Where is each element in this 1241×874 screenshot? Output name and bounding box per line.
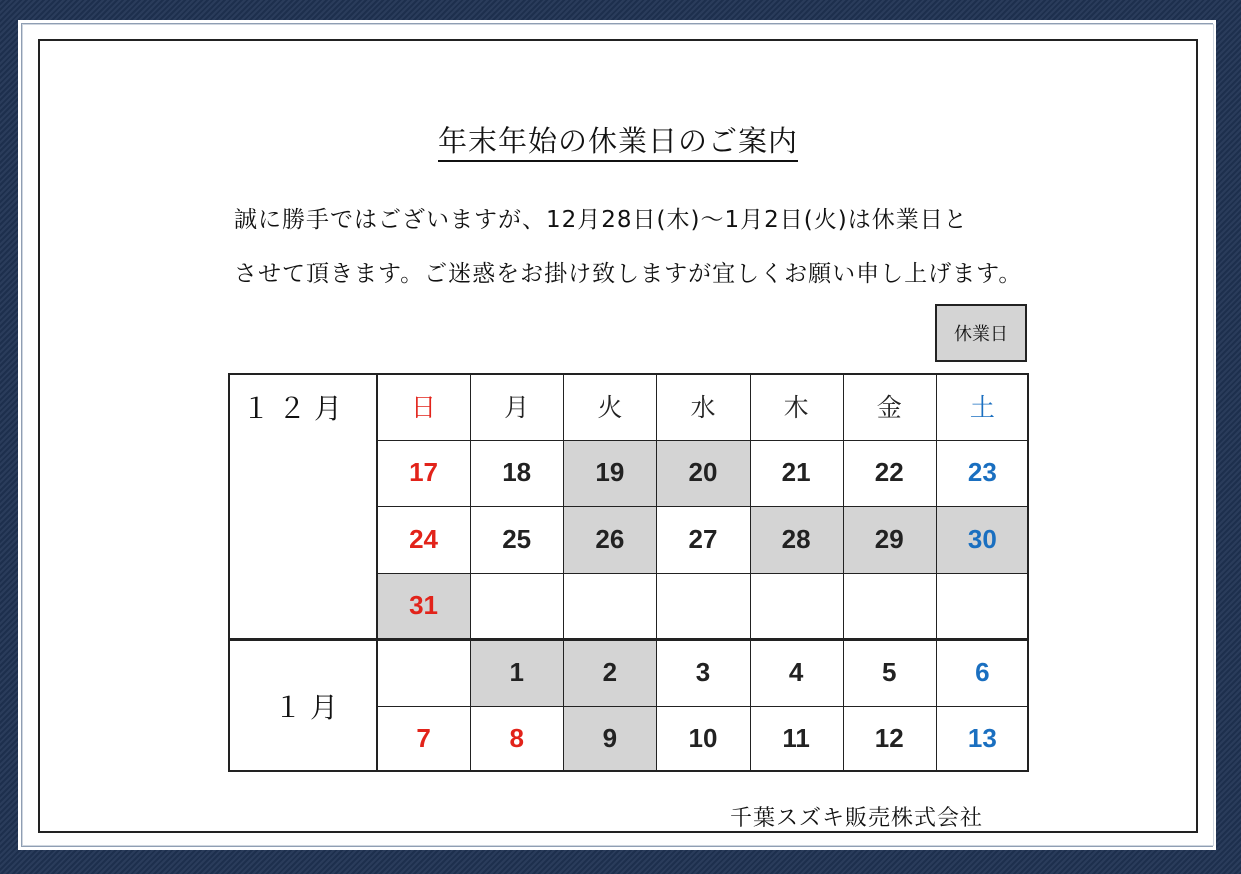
weekday-header-3: 水 — [690, 393, 716, 423]
day-cell: 27 — [688, 523, 718, 554]
weekday-header-4: 木 — [783, 393, 809, 423]
month-divider — [228, 638, 1029, 641]
weekday-header-5: 金 — [876, 393, 902, 423]
day-cell: 12 — [874, 723, 904, 754]
day-cell — [563, 573, 656, 640]
day-cell: 4 — [788, 656, 804, 687]
day-cell: 18 — [502, 457, 532, 488]
day-cell: 24 — [409, 523, 439, 554]
grid-border — [228, 770, 1029, 772]
notice-title — [40, 119, 1196, 160]
weekday-header-6: 土 — [969, 393, 995, 423]
day-cell: 30 — [936, 506, 1029, 573]
day-cell: 29 — [843, 506, 936, 573]
notice-border — [38, 39, 1198, 833]
day-cell: 2 — [563, 639, 656, 706]
day-cell: 23 — [967, 457, 997, 488]
grid-border — [228, 373, 1029, 375]
company-name: 千葉スズキ販売株式会社 — [730, 806, 984, 831]
day-cell: 5 — [882, 656, 897, 687]
day-cell — [656, 573, 749, 640]
day-cell: 28 — [750, 506, 843, 573]
message-line-1: 誠に勝手ではございますが、12月28日(木)〜1月2日(火)は休業日と — [234, 207, 968, 233]
day-cell: 19 — [563, 440, 656, 507]
day-cell: 22 — [874, 457, 904, 488]
weekday-header-0: 日 — [411, 393, 437, 423]
grid-line — [377, 440, 1029, 441]
message-line-2: させて頂きます。ご迷惑をお掛け致しますが宜しくお願い申し上げます。 — [234, 261, 1023, 287]
weekday-header-1: 月 — [504, 393, 530, 423]
day-cell: 3 — [695, 656, 711, 687]
day-cell: 7 — [416, 723, 431, 754]
day-cell: 26 — [563, 506, 656, 573]
day-cell: 9 — [563, 706, 656, 773]
day-cell: 17 — [409, 457, 439, 488]
grid-line — [377, 573, 1029, 574]
holiday-calendar — [228, 373, 1029, 772]
day-cell: 13 — [967, 723, 997, 754]
day-cell — [377, 639, 470, 706]
day-cell: 21 — [781, 457, 811, 488]
weekday-header-2: 火 — [597, 393, 623, 423]
day-cell — [470, 573, 563, 640]
closed-day-legend: 休業日 — [935, 304, 1027, 362]
day-cell: 10 — [688, 723, 718, 754]
notice-title-text: 年末年始の休業日のご案内 — [438, 124, 798, 162]
month-label-january: １月 — [274, 690, 347, 724]
day-cell: 6 — [975, 656, 990, 687]
day-cell: 1 — [470, 639, 563, 706]
day-cell — [936, 573, 1029, 640]
day-cell — [843, 573, 936, 640]
grid-line — [377, 506, 1029, 507]
grid-border — [228, 373, 230, 772]
day-cell: 31 — [377, 573, 470, 640]
notice-paper — [22, 24, 1214, 846]
day-cell: 8 — [509, 723, 524, 754]
grid-line — [377, 706, 1029, 707]
day-cell — [750, 573, 843, 640]
day-cell: 11 — [782, 723, 810, 754]
month-label-december: １２月 — [242, 392, 351, 425]
day-cell: 25 — [502, 523, 532, 554]
day-cell: 20 — [656, 440, 749, 507]
